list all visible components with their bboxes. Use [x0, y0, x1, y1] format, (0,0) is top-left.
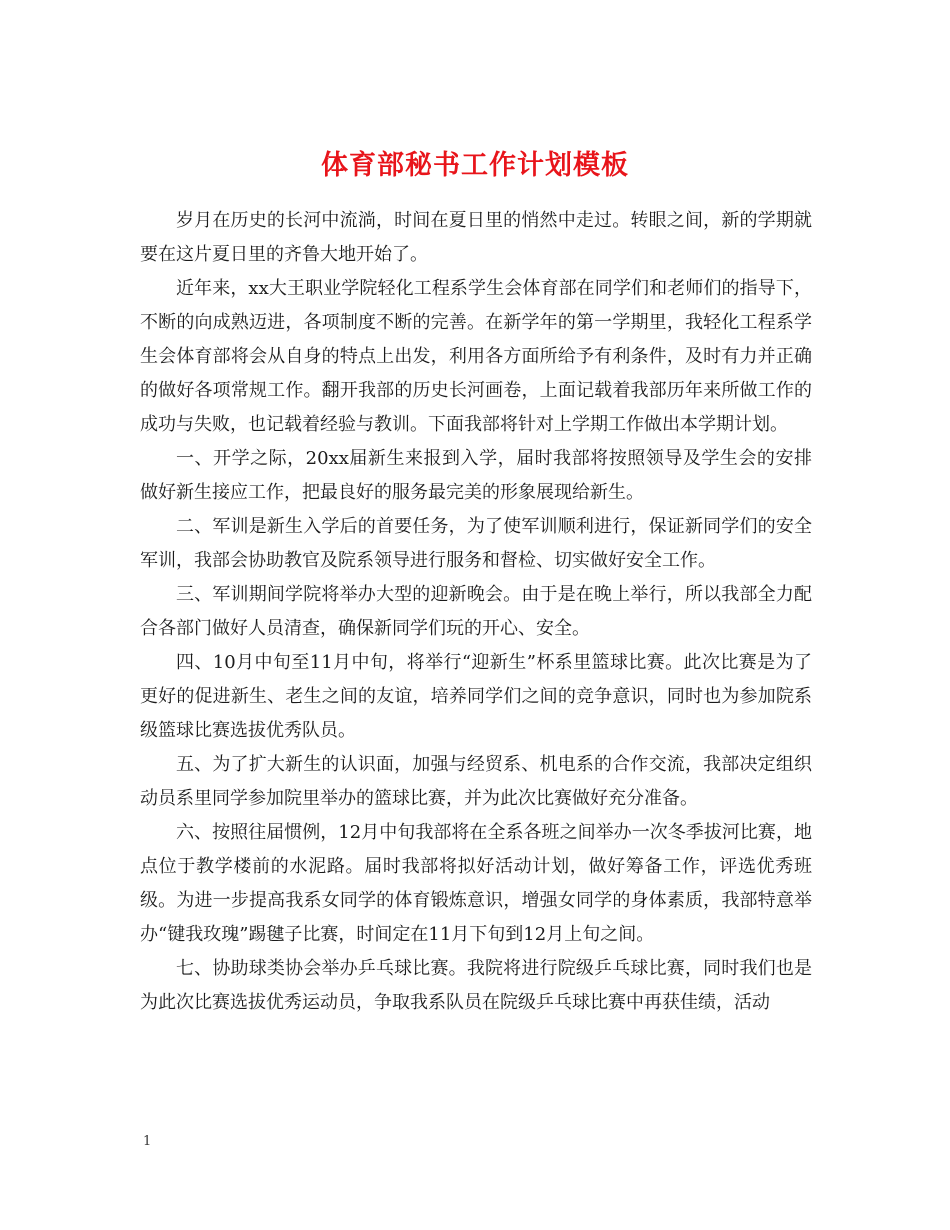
paragraph: 近年来，xx大王职业学院轻化工程系学生会体育部在同学们和老师们的指导下，不断的向成熟迈进，各项制度不断的完善。在新学年的第一学期里，我轻化工程系学生会体育部将会从自身的特点上出发，利用各方面所给予有利条件，及时有力并正确的做好各项常规工作。翻开我部的历史长河画卷，上面记载着我部历年来所做工作的成功与失败，也记载着经验与教训。下面我部将针对上学期工作做出本学期计划。 — [140, 278, 812, 435]
page-number: 1 — [143, 1134, 152, 1149]
document-title: 体育部秘书工作计划模板 — [321, 150, 629, 182]
paragraph: 三、军训期间学院将举办大型的迎新晚会。由于是在晚上举行，所以我部全力配合各部门做好人员清查，确保新同学们玩的开心、安全。 — [140, 584, 812, 639]
paragraph: 五、为了扩大新生的认识面，加强与经贸系、机电系的合作交流，我部决定组织动员系里同学参加院里举办的篮球比赛，并为此次比赛做好充分准备。 — [140, 754, 812, 809]
paragraph: 四、10月中旬至11月中旬，将举行“迎新生”杯系里篮球比赛。此次比赛是为了更好的促进新生、老生之间的友谊，培养同学们之间的竞争意识，同时也为参加院系级篮球比赛选拔优秀队员。 — [140, 652, 812, 741]
paragraph: 七、协助球类协会举办乒乓球比赛。我院将进行院级乒乓球比赛，同时我们也是为此次比赛选拔优秀运动员，争取我系队员在院级乒乓球比赛中再获佳绩，活动 — [140, 958, 812, 1013]
paragraph: 一、开学之际，20xx届新生来报到入学，届时我部将按照领导及学生会的安排做好新生接应工作，把最良好的服务最完美的形象展现给新生。 — [140, 448, 812, 503]
paragraph: 岁月在历史的长河中流淌，时间在夏日里的悄然中走过。转眼之间，新的学期就要在这片夏日里的齐鲁大地开始了。 — [140, 210, 812, 265]
document-body — [140, 204, 812, 1020]
paragraph: 二、军训是新生入学后的首要任务，为了使军训顺利进行，保证新同学们的安全军训，我部会协助教官及院系领导进行服务和督检、切实做好安全工作。 — [140, 516, 812, 571]
paragraph: 六、按照往届惯例，12月中旬我部将在全系各班之间举办一次冬季拔河比赛，地点位于教学楼前的水泥路。届时我部将拟好活动计划，做好筹备工作，评选优秀班级。为进一步提高我系女同学的体育锻炼意识，增强女同学的身体素质，我部特意举办“键我玫瑰”踢毽子比赛，时间定在11月下旬到12月上旬之间。 — [140, 822, 812, 945]
